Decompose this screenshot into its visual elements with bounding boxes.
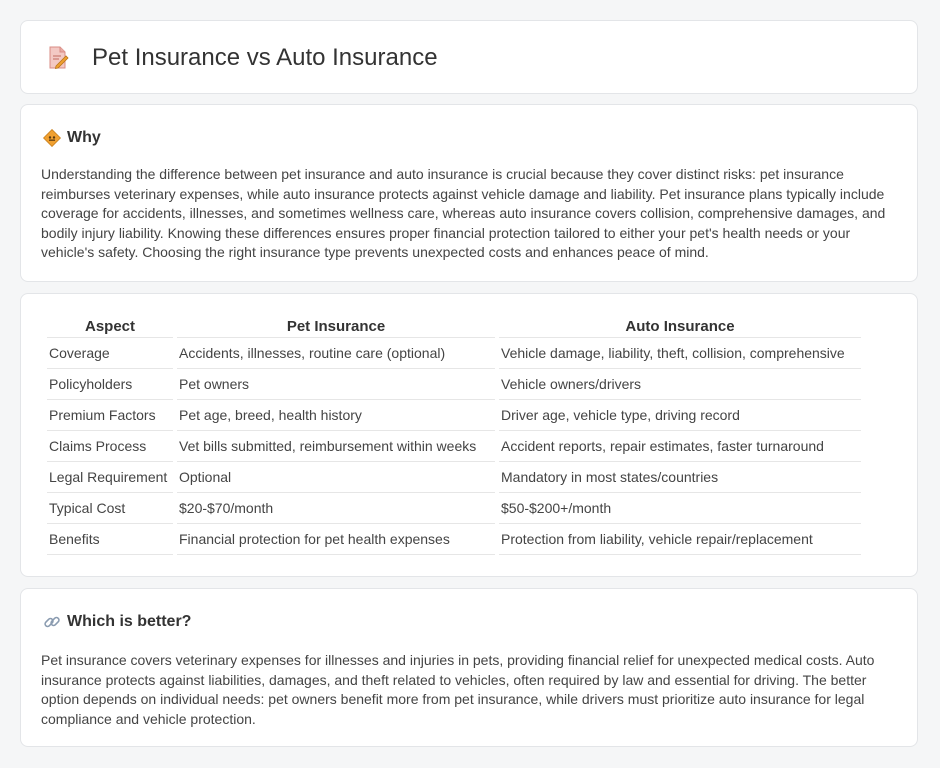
table-cell: Financial protection for pet health expenses	[177, 524, 495, 555]
table-cell: Vet bills submitted, reimbursement within weeks	[177, 431, 495, 462]
header-auto-insurance: Auto Insurance	[499, 316, 861, 338]
why-section	[20, 104, 918, 282]
why-text: Understanding the difference between pet insurance and auto insurance is crucial because they cover distinct risks: pet insurance reimburses veterinary expenses, while auto insurance protects against vehicle damage and liability. Pet insurance plans typically include coverage for accidents, illnesses, and sometimes wellness care, whereas auto insurance covers collision, comprehensive damages, and bodily injury liability. Knowing these differences ensures proper financial protection tailored to either your pet's health needs or your vehicle's safety. Choosing the right insurance type prevents unexpected costs and enhances peace of mind.	[41, 166, 886, 260]
table-cell: Coverage	[47, 338, 173, 369]
table-cell: Accident reports, repair estimates, faster turnaround	[499, 431, 861, 462]
comparison-table	[43, 316, 865, 555]
header-aspect: Aspect	[47, 316, 173, 338]
link-icon	[43, 613, 61, 631]
better-text: Pet insurance covers veterinary expenses for illnesses and injuries in pets, providing financial relief for unexpected medical costs. Auto insurance protects against liabilities, damages, and theft related to vehicles, often required by law and essential for driving. The better option depends on individual needs: pet owners benefit more from pet insurance, while drivers must prioritize auto insurance for legal compliance and vehicle protection.	[41, 652, 875, 727]
table-cell: Legal Requirement	[47, 462, 173, 493]
table-row	[47, 400, 861, 431]
why-header	[43, 127, 101, 149]
table-cell: Pet owners	[177, 369, 495, 400]
table-row	[47, 431, 861, 462]
better-header	[43, 611, 191, 633]
table-header-row	[47, 316, 861, 338]
table-row	[47, 524, 861, 555]
table-cell: $50-$200+/month	[499, 493, 861, 524]
table-cell: Benefits	[47, 524, 173, 555]
table-cell: Vehicle damage, liability, theft, collision, comprehensive	[499, 338, 861, 369]
table-cell: Pet age, breed, health history	[177, 400, 495, 431]
which-better-section	[20, 588, 918, 747]
table-cell: Optional	[177, 462, 495, 493]
table-cell: $20-$70/month	[177, 493, 495, 524]
page-title: Pet Insurance vs Auto Insurance	[92, 44, 438, 71]
comparison-section	[20, 293, 918, 577]
table-cell: Typical Cost	[47, 493, 173, 524]
table-cell: Driver age, vehicle type, driving record	[499, 400, 861, 431]
why-heading: Why	[67, 129, 101, 146]
table-cell: Claims Process	[47, 431, 173, 462]
table-cell: Vehicle owners/drivers	[499, 369, 861, 400]
better-heading: Which is better?	[67, 613, 192, 630]
title-card	[20, 20, 918, 94]
warning-diamond-icon	[43, 129, 61, 147]
document-pencil-icon	[47, 46, 69, 70]
table-cell: Accidents, illnesses, routine care (optional)	[177, 338, 495, 369]
header-pet-insurance: Pet Insurance	[177, 316, 495, 338]
table-cell: Premium Factors	[47, 400, 173, 431]
table-row	[47, 493, 861, 524]
table-cell: Protection from liability, vehicle repair/replacement	[499, 524, 861, 555]
table-cell: Mandatory in most states/countries	[499, 462, 861, 493]
table-row	[47, 369, 861, 400]
table-row	[47, 338, 861, 369]
table-row	[47, 462, 861, 493]
table-cell: Policyholders	[47, 369, 173, 400]
